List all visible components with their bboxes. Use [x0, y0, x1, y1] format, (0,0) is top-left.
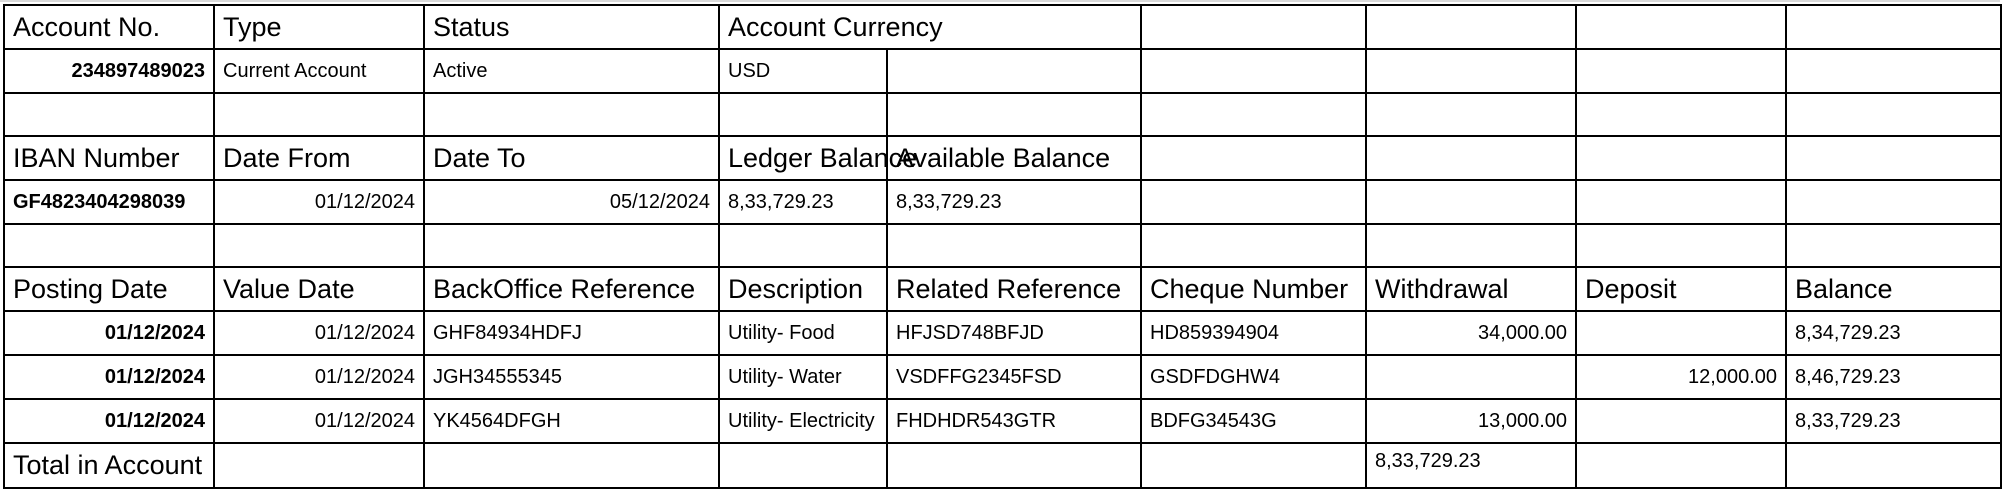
description: Utility- Food: [719, 311, 887, 355]
empty-cell: [1366, 136, 1576, 180]
value-date: 01/12/2024: [214, 311, 424, 355]
account-values-row: [4, 49, 2001, 93]
date-to-header: Date To: [424, 136, 719, 180]
posting-date-header: Posting Date: [4, 267, 214, 311]
related-reference: FHDHDR543GTR: [887, 399, 1141, 443]
empty-cell: [1141, 5, 1366, 49]
empty-cell: [1786, 443, 2001, 488]
ledger-balance-value: 8,33,729.23: [719, 180, 887, 224]
transaction-row: [4, 355, 2001, 399]
account-status-value: Active: [424, 49, 719, 93]
iban-value: GF4823404298039: [4, 180, 214, 224]
balance: 8,46,729.23: [1786, 355, 2001, 399]
cheque-number: HD859394904: [1141, 311, 1366, 355]
deposit-header: Deposit: [1576, 267, 1786, 311]
blank-row: [4, 93, 2001, 136]
date-from-value: 01/12/2024: [214, 180, 424, 224]
backoffice-reference: JGH34555345: [424, 355, 719, 399]
total-value: 8,33,729.23: [1366, 443, 1576, 488]
account-type-value: Current Account: [214, 49, 424, 93]
deposit: [1576, 311, 1786, 355]
description-header: Description: [719, 267, 887, 311]
deposit: 12,000.00: [1576, 355, 1786, 399]
ledger-balance-header: Ledger Balance: [719, 136, 887, 180]
withdrawal: [1366, 355, 1576, 399]
deposit: [1576, 399, 1786, 443]
status-header: Status: [424, 5, 719, 49]
statement-table: [3, 4, 2002, 489]
backoffice-reference: YK4564DFGH: [424, 399, 719, 443]
value-date: 01/12/2024: [214, 355, 424, 399]
transaction-row: [4, 311, 2001, 355]
related-reference-header: Related Reference: [887, 267, 1141, 311]
empty-cell: [1576, 5, 1786, 49]
empty-cell: [1576, 180, 1786, 224]
withdrawal: 13,000.00: [1366, 399, 1576, 443]
cheque-number: BDFG34543G: [1141, 399, 1366, 443]
sheet-top-border: [0, 0, 2000, 2]
transactions-header-row: [4, 267, 2001, 311]
withdrawal: 34,000.00: [1366, 311, 1576, 355]
backoffice-reference: GHF84934HDFJ: [424, 311, 719, 355]
backoffice-reference-header: BackOffice Reference: [424, 267, 719, 311]
empty-cell: [1786, 5, 2001, 49]
withdrawal-header: Withdrawal: [1366, 267, 1576, 311]
empty-cell: [887, 49, 1141, 93]
related-reference: HFJSD748BFJD: [887, 311, 1141, 355]
empty-cell: [887, 443, 1141, 488]
empty-cell: [214, 443, 424, 488]
account-currency-header: Account Currency: [719, 5, 1141, 49]
empty-cell: [1141, 180, 1366, 224]
value-date: 01/12/2024: [214, 399, 424, 443]
available-balance-header: Available Balance: [887, 136, 1141, 180]
empty-cell: [1366, 180, 1576, 224]
account-header-row: [4, 5, 2001, 49]
empty-cell: [1141, 443, 1366, 488]
account-currency-value: USD: [719, 49, 887, 93]
cheque-number-header: Cheque Number: [1141, 267, 1366, 311]
empty-cell: [1141, 49, 1366, 93]
empty-cell: [1576, 49, 1786, 93]
posting-date: 01/12/2024: [4, 311, 214, 355]
posting-date: 01/12/2024: [4, 355, 214, 399]
account-no-header: Account No.: [4, 5, 214, 49]
empty-cell: [1366, 5, 1576, 49]
posting-date: 01/12/2024: [4, 399, 214, 443]
balance-header: Balance: [1786, 267, 2001, 311]
empty-cell: [1786, 49, 2001, 93]
account-no-value: 234897489023: [4, 49, 214, 93]
date-to-value: 05/12/2024: [424, 180, 719, 224]
balance: 8,33,729.23: [1786, 399, 2001, 443]
empty-cell: [1366, 49, 1576, 93]
balance-values-row: [4, 180, 2001, 224]
transaction-row: [4, 399, 2001, 443]
blank-row: [4, 224, 2001, 267]
cheque-number: GSDFDGHW4: [1141, 355, 1366, 399]
iban-header: IBAN Number: [4, 136, 214, 180]
total-label: Total in Account: [4, 443, 214, 488]
empty-cell: [1576, 136, 1786, 180]
balance: 8,34,729.23: [1786, 311, 2001, 355]
description: Utility- Electricity: [719, 399, 887, 443]
type-header: Type: [214, 5, 424, 49]
total-row: [4, 443, 2001, 488]
empty-cell: [1141, 136, 1366, 180]
empty-cell: [1786, 136, 2001, 180]
balance-header-row: [4, 136, 2001, 180]
empty-cell: [424, 443, 719, 488]
empty-cell: [719, 443, 887, 488]
empty-cell: [1786, 180, 2001, 224]
value-date-header: Value Date: [214, 267, 424, 311]
date-from-header: Date From: [214, 136, 424, 180]
available-balance-value: 8,33,729.23: [887, 180, 1141, 224]
description: Utility- Water: [719, 355, 887, 399]
related-reference: VSDFFG2345FSD: [887, 355, 1141, 399]
empty-cell: [1576, 443, 1786, 488]
